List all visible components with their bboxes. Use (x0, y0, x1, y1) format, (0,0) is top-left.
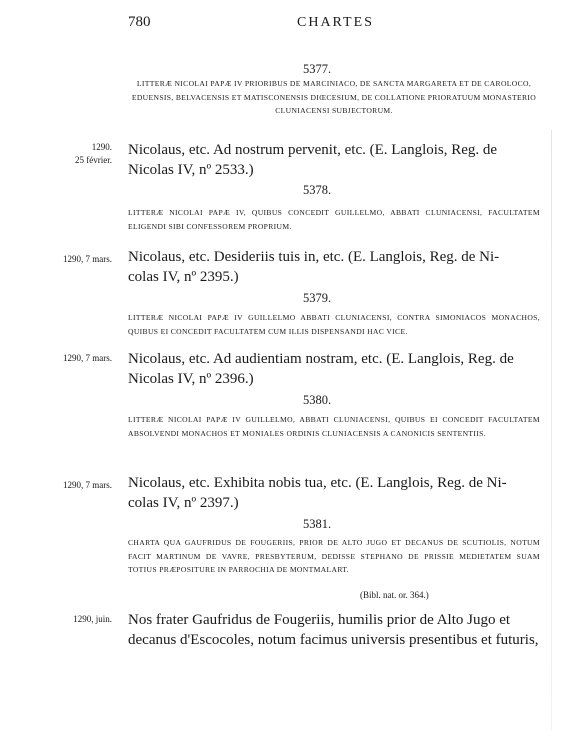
entry-date: 1290, 7 mars. (63, 480, 112, 490)
entry-caption: LITTERÆ NICOLAI PAPÆ IV, QUIBUS CONCEDIT GUILLELMO, ABBATI CLUNIACENSI, FACULTATEM ELIGENDI SIBI CONFESSOREM PROPRIUM. (128, 208, 540, 231)
entry-caption: LITTERÆ NICOLAI PAPÆ IV GUILLELMO, ABBATI CLUNIACENSI, QUIBUS EI CONCEDIT FACULTATEM ABSOLVENDI MONACHOS ET MONIALES ORDINIS CLUNIACENSIS A CANONICIS SENTENTIIS. (128, 415, 540, 438)
entry-text: Nicolaus, etc. Ad nostrum pervenit, etc. (E. Langlois, Reg. de Nicolas IV, nº 2533.) (128, 142, 498, 178)
entry-caption: LITTERÆ NICOLAI PAPÆ IV GUILLELMO ABBATI CLUNIACENSI, CONTRA SIMONIACOS MONACHOS, QUIBUS EI CONCEDIT FACULTATEM CUM ILLIS DISPENSANDI HAC VICE. (128, 313, 540, 336)
entry-number: 5378. (302, 183, 332, 197)
entry-number: 5381. (302, 517, 332, 531)
page-number: 780 (128, 14, 151, 30)
entry-text: Nicolaus, etc. Ad audientiam nostram, etc. (E. Langlois, Reg. de Nicolas IV, nº 2396.) (128, 351, 514, 387)
entry-source: (Bibl. nat. or. 364.) (360, 590, 429, 600)
entry-caption: CHARTA QUA GAUFRIDUS DE FOUGERIIS, PRIOR DE ALTO JUGO ET DECANUS DE SCUTIOLIS, NOTUM FACIT MARTINUM DE VAVRE, PRESBYTERUM, DEDISSE STEPHANO DE PRISSIE MEDIETATEM SUAM TOTIUS PRÆPOSITURE IN PARROCHIA DE MONTMALART. (128, 538, 540, 574)
entry-number: 5377. (302, 62, 332, 76)
entry-text: Nos frater Gaufridus de Fougeriis, humilis prior de Alto Jugo et decanus d'Escocoles, notum facimus universis presentibus et futuris, (128, 612, 539, 648)
entry-date: 1290. 25 février. (75, 142, 112, 165)
running-title: CHARTES (297, 15, 374, 30)
entry-date: 1290, 7 mars. (63, 353, 112, 363)
entry-date: 1290, juin. (73, 614, 112, 624)
page-fold-shadow (551, 130, 552, 730)
entry-date: 1290, 7 mars. (63, 254, 112, 264)
entry-number: 5380. (302, 393, 332, 407)
page-header (0, 14, 580, 34)
entry-caption: LITTERÆ NICOLAI PAPÆ IV PRIORIBUS DE MARCINIACO, DE SANCTA MARGARETA ET DE CAROLOCO, EDUENSIS, BELVACENSIS ET MATISCONENSIS DIŒCESIUM, DE COLLATIONE PRIORATUUM MONASTERIO CLUNIACENSI SUBJECTORUM. (131, 79, 537, 115)
entry-text: Nicolaus, etc. Desideriis tuis in, etc. (E. Langlois, Reg. de Ni- colas IV, nº 2395.) (128, 249, 500, 285)
entry-text: Nicolaus, etc. Exhibita nobis tua, etc. (E. Langlois, Reg. de Ni- colas IV, nº 2397.) (128, 475, 507, 511)
entry-number: 5379. (302, 291, 332, 305)
